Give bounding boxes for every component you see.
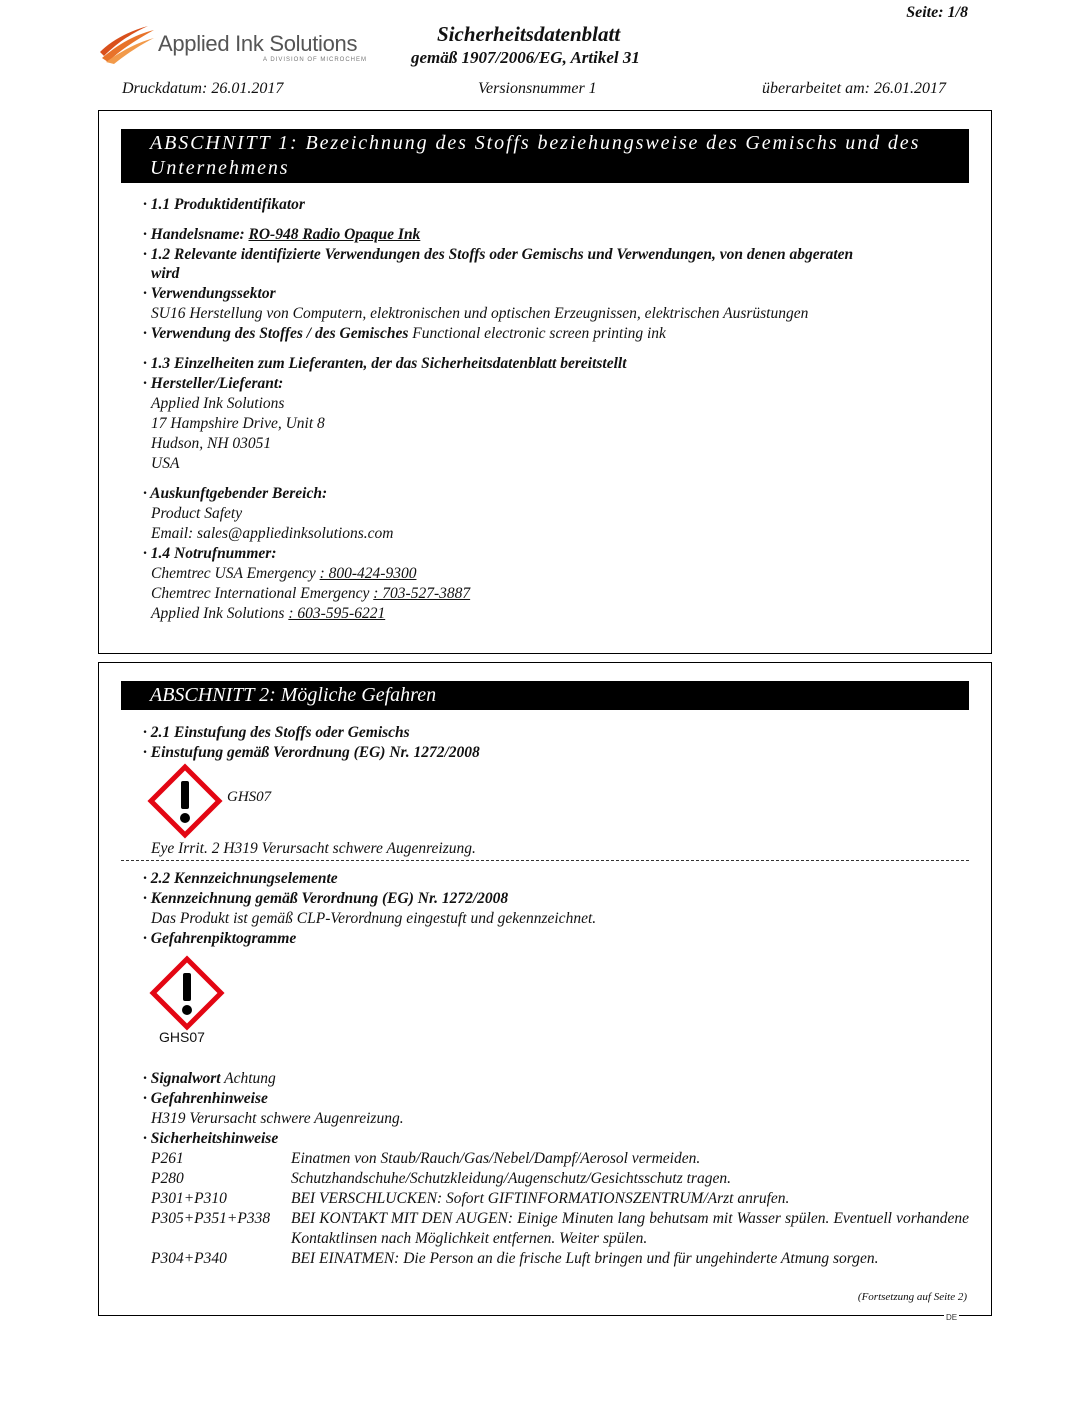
address-line: USA	[151, 455, 180, 472]
classification-heading: · 2.1 Einstufung des Stoffs oder Gemischs	[143, 724, 410, 741]
section-2-heading: ABSCHNITT 2: Mögliche Gefahren	[121, 681, 969, 710]
version-number: Versionsnummer 1	[478, 80, 597, 97]
ghs07-exclamation-icon	[147, 763, 223, 839]
divider	[121, 860, 969, 861]
document-subtitle: gemäß 1907/2006/EG, Artikel 31	[411, 48, 640, 67]
phone-link[interactable]: : 703-527-3887	[373, 585, 471, 602]
email-contact[interactable]: Email: sales@appliedinksolutions.com	[151, 525, 394, 542]
table-row: P261 Einatmen von Staub/Rauch/Gas/Nebel/Dampf/Aerosol vermeiden.	[151, 1150, 701, 1167]
swoosh-logo-icon	[100, 26, 156, 66]
section-1-heading: ABSCHNITT 1: Bezeichnung des Stoffs beziehungsweise des Gemischs und des Unternehmens	[121, 129, 969, 183]
ghs-label: GHS07	[159, 1029, 205, 1045]
product-identifier-heading: · 1.1 Produktidentifikator	[143, 196, 305, 213]
address-line: 17 Hampshire Drive, Unit 8	[151, 415, 325, 432]
hazard-statement: H319 Verursacht schwere Augenreizung.	[151, 1110, 404, 1127]
use-sector-value: SU16 Herstellung von Computern, elektronischen und optischen Erzeugnissen, elektrischen Ausrüstungen	[151, 305, 809, 322]
ghs-label: GHS07	[227, 789, 272, 805]
emergency-line: Applied Ink Solutions : 603-595-6221	[151, 605, 386, 622]
company-logo	[100, 22, 390, 72]
regulation-heading: · Einstufung gemäß Verordnung (EG) Nr. 1272/2008	[143, 744, 480, 761]
emergency-line: Chemtrec USA Emergency : 800-424-9300	[151, 565, 417, 582]
emergency-line: Chemtrec International Emergency : 703-527-3887	[151, 585, 471, 602]
pictograms-heading: · Gefahrenpiktogramme	[143, 930, 297, 947]
relevant-uses-heading: · 1.2 Relevante identifizierte Verwendungen des Stoffs oder Gemischs und Verwendungen, von denen abgeraten	[143, 246, 854, 263]
table-row: P280 Schutzhandschuhe/Schutzkleidung/Augenschutz/Gesichtsschutz tragen.	[151, 1170, 731, 1187]
section-2: ABSCHNITT 2: Mögliche Gefahren · 2.1 Einstufung des Stoffs oder Gemischs · Einstufung gemäß Verordnung (EG) Nr. 1272/2008 GHS07 Eye Irrit. 2 H319 Verursacht schwere Augenreizung. · 2.2 Kennzeichnungselemente · Kennzeichnung gemäß Verordnung (EG) Nr. 1272/2008 Das Produkt ist gemäß CLP-Verordnung eingestuft und gekennzeichnet. · Gefahrenpiktogramme GHS07 · Signalwort Achtung · Gefahrenhinweise H319 Verursacht schwere Augenreizung. · Sicherheitshinweise P261 Einatmen von Staub/Rauch/Gas/Nebel/Dampf/Aerosol vermeiden. P280 Schutzhandschuhe/Schutzkleidung/Augenschutz/Gesichtsschutz tragen. P301+P310 BEI VERSCHLUCKEN: Sofort GIFTINFORMATIONSZENTRUM/Arzt anrufen. P305+P351+P338 BEI KONTAKT MIT DEN AUGEN: Einige Minuten lang behutsam mit Wasser spülen. Eventuell vorhandene Kontaktlinsen nach Möglichkeit entfernen. Weiter spülen. P304+P340 BEI EINATMEN: Die Person an die frische Luft bringen und für ungehinderte Atmung sorgen. (Fortsetzung auf Seite 2)	[98, 662, 992, 1316]
language-marker: DE	[946, 1313, 958, 1322]
precautionary-table	[151, 1149, 969, 1269]
precautionary-heading: · Sicherheitshinweise	[143, 1130, 279, 1147]
trade-name-value: RO-948 Radio Opaque Ink	[248, 226, 421, 243]
page-number: Seite: 1/8	[906, 4, 968, 21]
use-of-substance: · Verwendung des Stoffes / des Gemisches Functional electronic screen printing ink	[143, 325, 666, 342]
phone-link[interactable]: : 800-424-9300	[319, 565, 417, 582]
label-elements-heading: · 2.2 Kennzeichnungselemente	[143, 870, 338, 887]
classification-value: Eye Irrit. 2 H319 Verursacht schwere Augenreizung.	[151, 840, 476, 857]
trade-name: · Handelsname: RO-948 Radio Opaque Ink	[143, 226, 421, 243]
print-date: Druckdatum: 26.01.2017	[122, 80, 284, 97]
revised-date: überarbeitet am: 26.01.2017	[762, 80, 946, 97]
labelling-heading: · Kennzeichnung gemäß Verordnung (EG) Nr. 1272/2008	[143, 890, 509, 907]
use-sector-heading: · Verwendungssektor	[143, 285, 276, 302]
hazard-statements-heading: · Gefahrenhinweise	[143, 1090, 268, 1107]
table-row: P304+P340 BEI EINATMEN: Die Person an die frische Luft bringen und für ungehinderte Atmung sorgen.	[151, 1250, 879, 1267]
supplier-details-heading: · 1.3 Einzelheiten zum Lieferanten, der das Sicherheitsdatenblatt bereitstellt	[143, 355, 627, 372]
phone-link[interactable]: : 603-595-6221	[288, 605, 386, 622]
signal-word: · Signalwort Achtung	[143, 1070, 276, 1087]
address-line: Applied Ink Solutions	[151, 395, 285, 412]
continuation-note: (Fortsetzung auf Seite 2)	[857, 1291, 967, 1303]
logo-subtitle: A DIVISION OF MICROCHEM	[263, 57, 368, 63]
address-line: Hudson, NH 03051	[151, 435, 272, 452]
table-row: P301+P310 BEI VERSCHLUCKEN: Sofort GIFTINFORMATIONSZENTRUM/Arzt anrufen.	[151, 1190, 790, 1207]
logo-name: Applied Ink Solutions	[158, 31, 358, 56]
table-row: P305+P351+P338 BEI KONTAKT MIT DEN AUGEN: Einige Minuten lang behutsam mit Wasser spülen. Eventuell vorhandene Kontaktlinsen nach Möglichkeit entfernen. Weiter spülen.	[151, 1210, 969, 1247]
emergency-number-heading: · 1.4 Notrufnummer:	[143, 545, 277, 562]
ghs07-exclamation-icon	[149, 955, 225, 1031]
manufacturer-heading: · Hersteller/Lieferant:	[143, 375, 284, 392]
section-1: ABSCHNITT 1: Bezeichnung des Stoffs beziehungsweise des Gemischs und des Unternehmens · 1.1 Produktidentifikator · Handelsname: RO-948 Radio Opaque Ink · 1.2 Relevante identifizierte Verwendungen des Stoffs oder Gemischs und Verwendungen, von denen abgeraten wird · Verwendungssektor SU16 Herstellung von Computern, elektronischen und optischen Erzeugnissen, elektrischen Ausrüstungen · Verwendung des Stoffes / des Gemisches Functional electronic screen printing ink · 1.3 Einzelheiten zum Lieferanten, der das Sicherheitsdatenblatt bereitstellt · Hersteller/Lieferant: Applied Ink Solutions 17 Hampshire Drive, Unit 8 Hudson, NH 03051 USA · Auskunftgebender Bereich: Product Safety Email: sales@appliedinksolutions.com · 1.4 Notrufnummer: Chemtrec USA Emergency : 800-424-9300 Chemtrec International Emergency : 703-527-3887 Applied Ink Solutions : 603-595-6221	[98, 110, 992, 654]
document-title: Sicherheitsdatenblatt	[437, 22, 621, 46]
info-department-heading: · Auskunftgebender Bereich:	[143, 485, 328, 502]
